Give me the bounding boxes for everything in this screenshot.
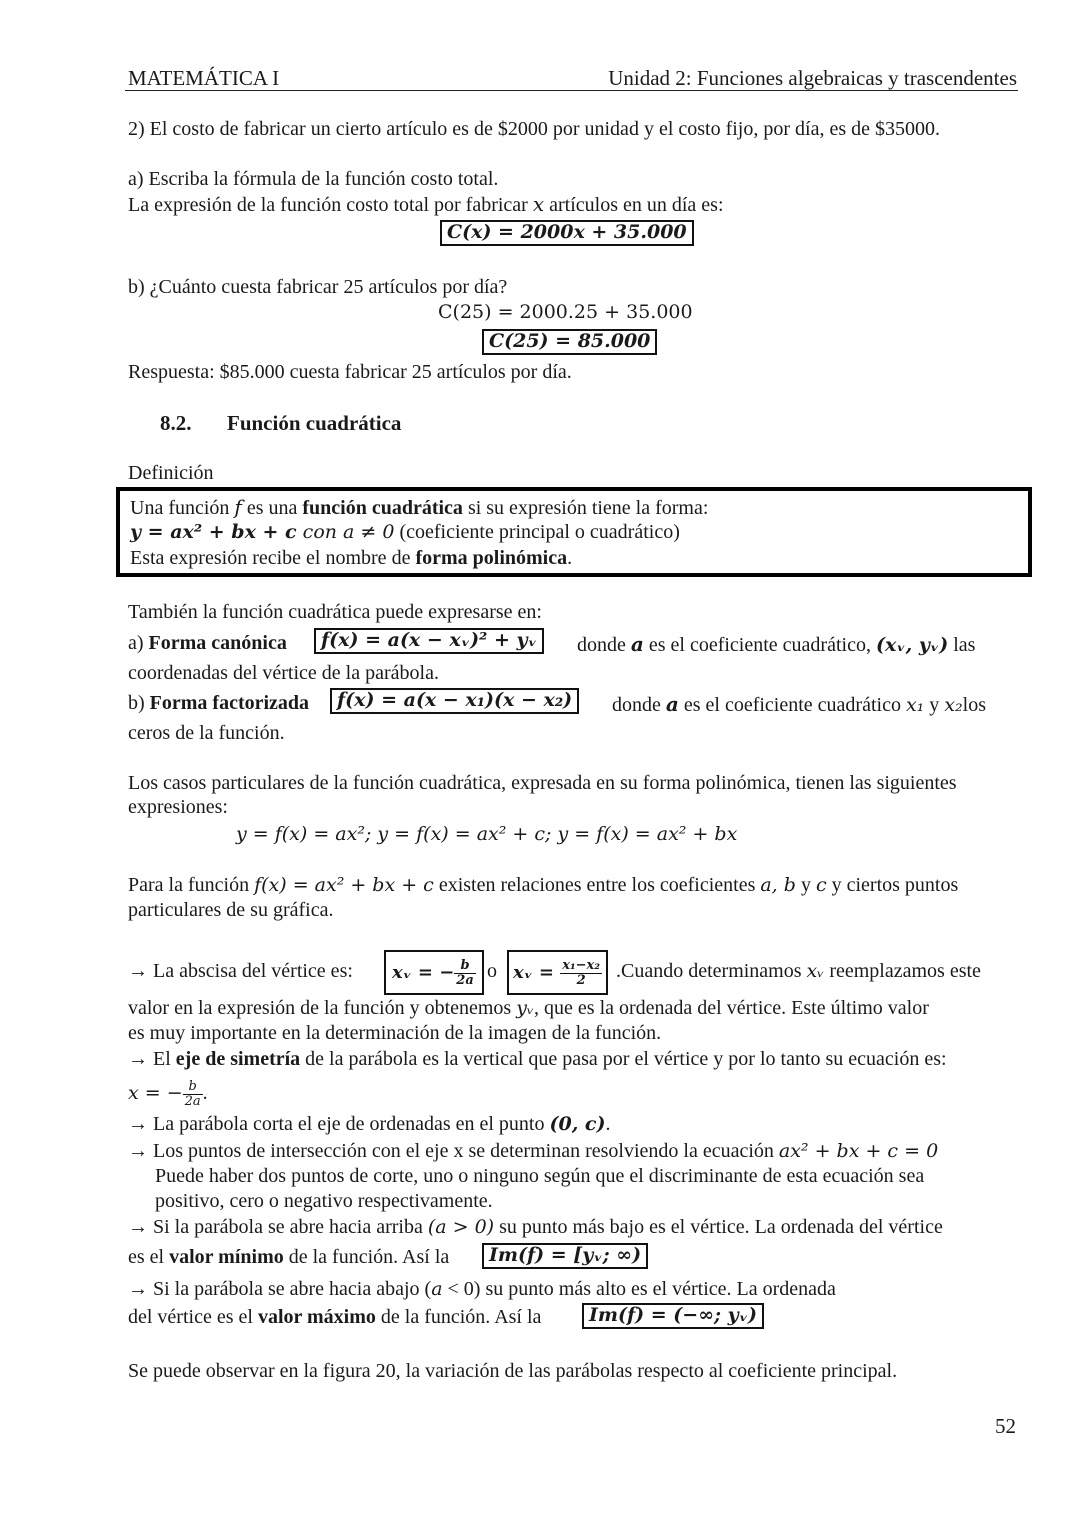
question-b: b) ¿Cuánto cuesta fabricar 25 artículos por día? bbox=[128, 276, 508, 298]
expl-post: artículos en un día es: bbox=[544, 194, 724, 216]
vertex-post bbox=[616, 960, 981, 983]
canon-label: a) bbox=[128, 632, 149, 654]
arrow-icon: → bbox=[128, 1216, 148, 1238]
ycut-bullet bbox=[128, 1113, 610, 1136]
fact-desc-post: los bbox=[962, 694, 986, 716]
vertex-f1-lhs: xᵥ = − bbox=[392, 962, 455, 983]
vertex-line-3: es muy importante en la determinación de la imagen de la función. bbox=[128, 1022, 662, 1044]
rel-y: y bbox=[795, 874, 816, 896]
vertex-l2-post: , que es la ordenada del vértice. Este último valor bbox=[534, 997, 929, 1019]
b-result: C(25) = 85.000 bbox=[482, 329, 657, 355]
vertex-or: o bbox=[487, 960, 497, 982]
rel-c: c bbox=[815, 874, 827, 896]
question-a: a) Escriba la fórmula de la función costo total. bbox=[128, 168, 499, 190]
factored-formula: f(x) = a(x − x₁)(x − x₂) bbox=[330, 688, 579, 714]
canon-desc-post: las bbox=[948, 634, 976, 656]
canon-desc-mid: es el coeficiente cuadrático, bbox=[643, 634, 876, 656]
canonical-description bbox=[577, 632, 975, 657]
fact-desc-x2: x₂ bbox=[944, 694, 963, 716]
xcut-bullet bbox=[128, 1140, 938, 1163]
canon-desc-vertex: (xᵥ, yᵥ) bbox=[875, 634, 949, 656]
cases-formulas: y = f(x) = ax²; y = f(x) = ax² + c; y = f(x) = ax² + bx bbox=[236, 823, 738, 845]
vertex-f2-fraction bbox=[560, 959, 602, 989]
def-l1-mid: es una bbox=[241, 497, 303, 519]
vertex-l2-var: yᵥ bbox=[516, 997, 535, 1019]
rel-post: y ciertos puntos bbox=[826, 874, 959, 896]
canonical-form-label bbox=[128, 632, 287, 655]
arrow-icon: → bbox=[128, 960, 148, 982]
header-left: MATEMÁTICA I bbox=[128, 66, 280, 90]
vertex-post-end: reemplazamos este bbox=[824, 960, 981, 982]
ycut-pre: La parábola corta el eje de ordenadas en el punto bbox=[148, 1113, 550, 1135]
cost-formula: C(x) = 2000x + 35.000 bbox=[440, 220, 694, 246]
cases-line-2: expresiones: bbox=[128, 796, 228, 818]
up-cond: (a > 0) bbox=[427, 1216, 495, 1238]
def-l3-pre: Esta expresión recibe el nombre de bbox=[130, 547, 416, 569]
vertex-post-var: xᵥ bbox=[806, 960, 825, 982]
factored-line-2: ceros de la función. bbox=[128, 722, 285, 744]
b-calculation: C(25) = 2000.25 + 35.000 bbox=[438, 301, 693, 323]
def-formula: y = ax² + bx + c bbox=[130, 521, 297, 543]
definition-line-1 bbox=[130, 495, 708, 520]
cases-line-1: Los casos particulares de la función cuadrática, expresada en su forma polinómica, tienen las siguientes bbox=[128, 772, 957, 794]
fact-desc-x1: x₁ bbox=[905, 694, 925, 716]
rel-pre: Para la función bbox=[128, 874, 255, 896]
answer: Respuesta: $85.000 cuesta fabricar 25 artículos por día. bbox=[128, 361, 572, 383]
axis-eq-num: b bbox=[183, 1080, 203, 1095]
def-l3-post: . bbox=[567, 547, 573, 569]
def-l1-var: f bbox=[234, 495, 242, 519]
vertex-bullet bbox=[128, 960, 353, 983]
vertex-line-2 bbox=[128, 997, 929, 1020]
axis-equation bbox=[128, 1073, 208, 1113]
down-cond-post: < 0) su punto más alto es el vértice. La ordenada bbox=[442, 1278, 836, 1300]
arrow-icon: → bbox=[128, 1278, 148, 1300]
factored-description bbox=[612, 692, 986, 717]
axis-eq-fraction bbox=[183, 1080, 203, 1110]
arrow-icon: → bbox=[128, 1140, 148, 1162]
vertex-formula-1 bbox=[384, 950, 484, 995]
def-l1-pre: Una función bbox=[130, 497, 235, 519]
arrow-icon: → bbox=[128, 1113, 148, 1135]
vertex-post-pre: .Cuando determinamos bbox=[616, 960, 807, 982]
vertex-f1-den: 2a bbox=[456, 972, 474, 988]
axis-bold: eje de simetría bbox=[175, 1048, 301, 1070]
ycut-post: . bbox=[605, 1113, 611, 1135]
axis-pre: El bbox=[148, 1048, 176, 1070]
rel-formula: f(x) = ax² + bx + c bbox=[254, 874, 434, 896]
ycut-point: (0, c) bbox=[549, 1113, 606, 1135]
down-bullet bbox=[128, 1278, 836, 1301]
relations-line-2: particulares de su gráfica. bbox=[128, 899, 334, 921]
vertex-pre: La abscisa del vértice es: bbox=[148, 960, 353, 982]
def-l2-post: (coeficiente principal o cuadrático) bbox=[394, 521, 680, 543]
rel-ab: a, b bbox=[760, 874, 796, 896]
def-condition: con a ≠ 0 bbox=[296, 521, 395, 543]
closing-text: Se puede observar en la figura 20, la variación de las parábolas respecto al coeficiente principal. bbox=[128, 1360, 898, 1382]
down-pre: Si la parábola se abre hacia abajo ( bbox=[148, 1278, 432, 1300]
fact-desc-y: y bbox=[924, 694, 945, 716]
page-number: 52 bbox=[995, 1414, 1016, 1438]
rel-mid: existen relaciones entre los coeficientes bbox=[433, 874, 761, 896]
canonical-formula: f(x) = a(x − xᵥ)² + yᵥ bbox=[314, 628, 544, 654]
vertex-formula-2 bbox=[507, 950, 608, 995]
section-title: Función cuadrática bbox=[227, 411, 402, 435]
vertex-l2-pre: valor en la expresión de la función y obtenemos bbox=[128, 997, 517, 1019]
fact-desc-mid: es el coeficiente cuadrático bbox=[678, 694, 906, 716]
up-pre: Si la parábola se abre hacia arriba bbox=[148, 1216, 428, 1238]
up-l2-bold: valor mínimo bbox=[169, 1246, 284, 1268]
vertex-f2-num: x₁−x₂ bbox=[562, 957, 600, 973]
definition-box bbox=[116, 487, 1032, 577]
up-post: su punto más bajo es el vértice. La ordenada del vértice bbox=[494, 1216, 943, 1238]
section-number: 8.2. bbox=[160, 411, 192, 435]
definition-label: Definición bbox=[128, 462, 214, 484]
up-l2-pre: es el bbox=[128, 1246, 170, 1268]
question-a-explanation bbox=[128, 192, 724, 217]
up-bullet bbox=[128, 1216, 943, 1239]
fact-desc-a: a bbox=[665, 692, 679, 716]
canon-desc-a: a bbox=[630, 632, 644, 656]
def-l1-bold: función cuadrática bbox=[302, 497, 463, 519]
down-l2-bold: valor máximo bbox=[257, 1306, 376, 1328]
expl-var: x bbox=[532, 192, 545, 216]
axis-bullet bbox=[128, 1048, 947, 1071]
down-l2-mid: de la función. Así la bbox=[375, 1306, 542, 1328]
fact-label: b) bbox=[128, 692, 150, 714]
image-max-formula: Im(f) = (−∞; yᵥ) bbox=[582, 1303, 764, 1329]
definition-line-2 bbox=[130, 521, 680, 544]
definition-line-3 bbox=[130, 547, 572, 570]
fact-bold: Forma factorizada bbox=[149, 692, 310, 714]
forms-intro: También la función cuadrática puede expresarse en: bbox=[128, 601, 542, 623]
xcut-line-2: Puede haber dos puntos de corte, uno o ninguno según que el discriminante de esta ecuación sea bbox=[155, 1165, 925, 1187]
def-l1-post: si su expresión tiene la forma: bbox=[462, 497, 709, 519]
canon-desc-pre: donde bbox=[577, 634, 631, 656]
expl-pre: La expresión de la función costo total por fabricar bbox=[128, 194, 533, 216]
problem-statement: 2) El costo de fabricar un cierto artículo es de $2000 por unidad y el costo fijo, por día, es de $35000. bbox=[128, 118, 940, 140]
axis-eq-end: . bbox=[202, 1082, 208, 1104]
def-l3-bold: forma polinómica bbox=[415, 547, 568, 569]
vertex-f2-den: 2 bbox=[576, 972, 586, 988]
up-line-2 bbox=[128, 1246, 449, 1269]
xcut-eq: ax² + bx + c = 0 bbox=[778, 1140, 939, 1162]
canon-bold: Forma canónica bbox=[148, 632, 287, 654]
vertex-f1-fraction bbox=[454, 959, 475, 989]
arrow-icon: → bbox=[128, 1048, 148, 1070]
xcut-line-3: positivo, cero o negativo respectivamente. bbox=[155, 1190, 493, 1212]
up-l2-mid: de la función. Así la bbox=[283, 1246, 450, 1268]
header-rule bbox=[125, 90, 1018, 91]
down-l2-pre: del vértice es el bbox=[128, 1306, 258, 1328]
header-right: Unidad 2: Funciones algebraicas y trascendentes bbox=[608, 66, 1017, 90]
image-min-formula: Im(f) = [yᵥ; ∞) bbox=[482, 1243, 648, 1269]
xcut-pre: Los puntos de intersección con el eje x se determinan resolviendo la ecuación bbox=[148, 1140, 779, 1162]
axis-post: de la parábola es la vertical que pasa por el vértice y por lo tanto su ecuación es: bbox=[300, 1048, 947, 1070]
vertex-f2-lhs: xᵥ = bbox=[513, 962, 561, 983]
canonical-line-2: coordenadas del vértice de la parábola. bbox=[128, 662, 439, 684]
vertex-f1-num: b bbox=[454, 959, 475, 974]
down-cond: a bbox=[431, 1278, 443, 1300]
factored-form-label bbox=[128, 692, 309, 715]
relations-line-1 bbox=[128, 874, 958, 897]
fact-desc-pre: donde bbox=[612, 694, 666, 716]
down-line-2 bbox=[128, 1306, 541, 1329]
axis-eq-lhs: x = − bbox=[128, 1082, 183, 1104]
axis-eq-den: 2a bbox=[184, 1093, 201, 1109]
